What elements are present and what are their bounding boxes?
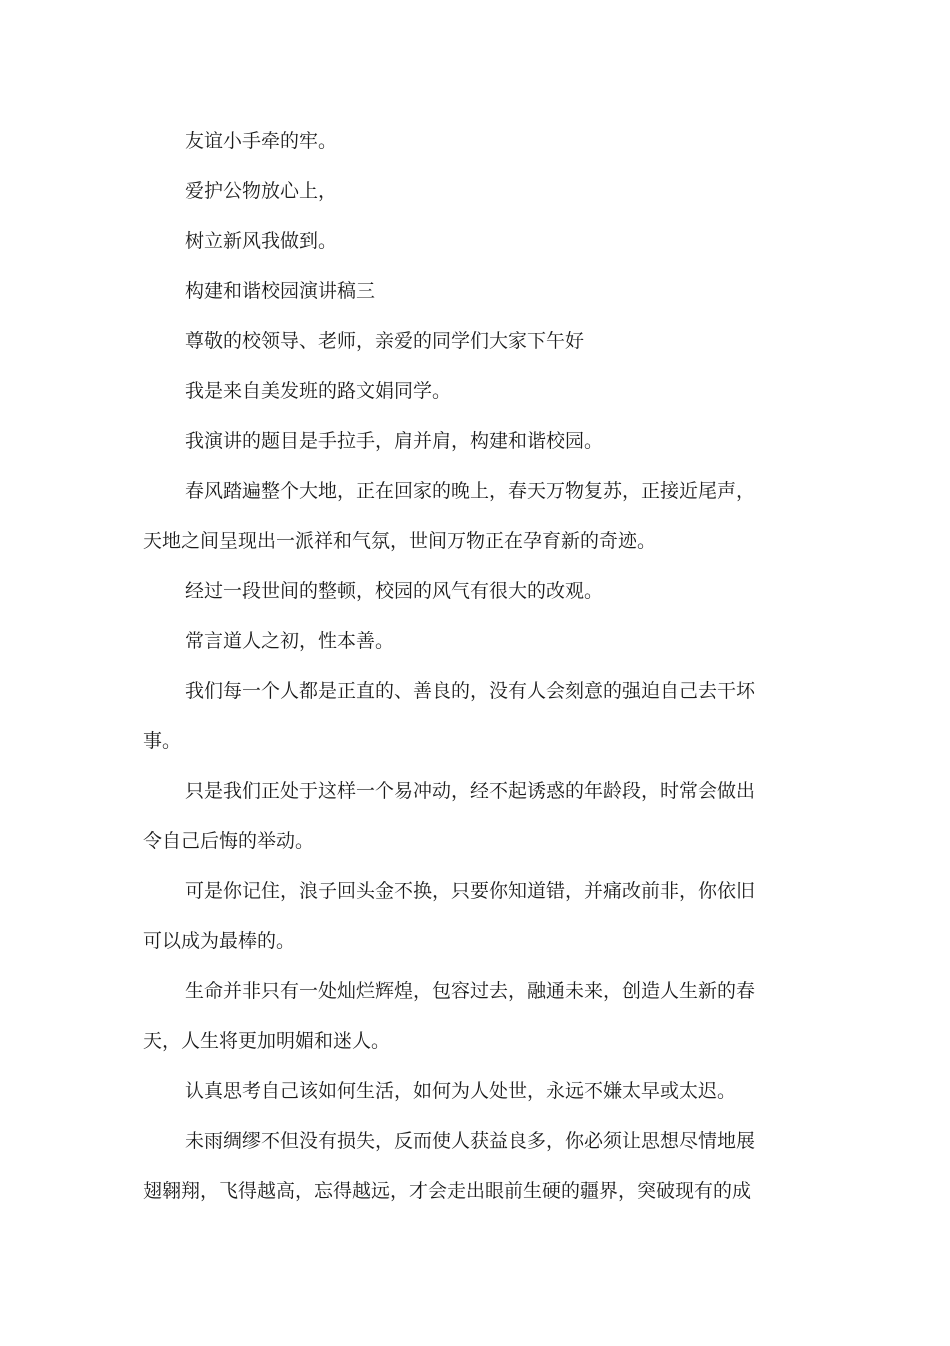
paragraph: 我们每一个人都是正直的、善良的，没有人会刻意的强迫自己去干坏事。: [143, 680, 756, 752]
paragraph: 未雨绸缪不但没有损失，反而使人获益良多，你必须让思想尽情地展翅翱翔，飞得越高，忘得越远，才会走出眼前生硬的疆界，突破现有的成: [143, 1130, 756, 1202]
paragraph: 友谊小手牵的牢。: [185, 130, 338, 152]
paragraph: 我是来自美发班的路文娟同学。: [185, 380, 452, 402]
paragraph: 可是你记住，浪子回头金不换，只要你知道错，并痛改前非，你依旧可以成为最棒的。: [143, 880, 756, 952]
section-heading: 构建和谐校园演讲稿三: [185, 280, 376, 302]
paragraph: 尊敬的校领导、老师，亲爱的同学们大家下午好: [185, 330, 585, 352]
paragraph: 我演讲的题目是手拉手，肩并肩，构建和谐校园。: [185, 430, 604, 452]
paragraph: 常言道人之初，性本善。: [185, 630, 395, 652]
paragraph: 经过一段世间的整顿，校园的风气有很大的改观。: [185, 580, 604, 602]
document-body: [143, 116, 755, 1216]
paragraph: 春风踏遍整个大地，正在回家的晚上，春天万物复苏，正接近尾声，天地之间呈现出一派祥和气氛，世间万物正在孕育新的奇迹。: [143, 480, 756, 552]
paragraph: 爱护公物放心上，: [185, 180, 338, 202]
paragraph: 只是我们正处于这样一个易冲动，经不起诱惑的年龄段，时常会做出令自己后悔的举动。: [143, 780, 756, 852]
paragraph: 树立新风我做到。: [185, 230, 338, 252]
paragraph: 认真思考自己该如何生活，如何为人处世，永远不嫌太早或太迟。: [185, 1080, 737, 1102]
paragraph: 生命并非只有一处灿烂辉煌，包容过去，融通未来，创造人生新的春天，人生将更加明媚和迷人。: [143, 980, 756, 1052]
